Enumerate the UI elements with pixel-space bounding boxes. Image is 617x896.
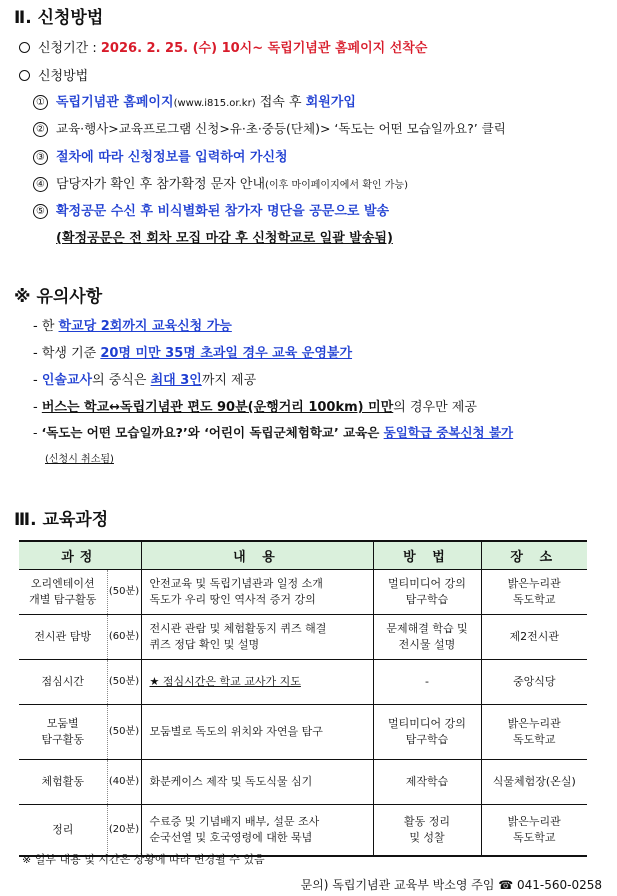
note-1-highlight: 학교당 2회까지 교육신청 가능 — [58, 319, 232, 334]
step-number: ⑤ — [33, 204, 48, 219]
section2-title: Ⅱ. 신청방법 — [14, 8, 104, 28]
course-content-cell: 안전교육 및 독립기념관과 일정 소개 독도가 우리 땅인 역사적 증거 강의 — [141, 569, 373, 614]
course-content-cell: 전시관 관람 및 체험활동지 퀴즈 해결 퀴즈 정답 확인 및 설명 — [141, 614, 373, 659]
note-4-prefix: - — [33, 400, 42, 415]
course-place-cell: 중앙식당 — [481, 659, 587, 704]
note-2-prefix: - 학생 기준 — [33, 346, 101, 361]
step-4 — [33, 173, 408, 192]
course-method-cell: 문제해결 학습 및 전시물 설명 — [373, 614, 481, 659]
step-3 — [33, 146, 288, 165]
note-2 — [33, 342, 352, 361]
header-method: 방 법 — [373, 541, 481, 569]
note-5-text: ‘독도는 어떤 모습일까요?’와 ‘어린이 독립군체험학교’ 교육은 — [41, 425, 384, 440]
step-1-url: (www.i815.or.kr) — [173, 98, 256, 109]
course-content-cell — [141, 659, 373, 704]
table-row — [19, 804, 587, 856]
course-name-cell: 오리엔테이션 개별 탐구활동 — [19, 569, 107, 614]
course-place-cell: 식물체험장(온실) — [481, 759, 587, 804]
step-5-note: (확정공문은 전 회차 모집 마감 후 신청학교로 일괄 발송됨) — [56, 231, 393, 246]
note-4 — [33, 396, 477, 415]
note-5-prefix: - — [33, 425, 42, 440]
method-line — [19, 65, 88, 84]
circle-bullet-icon — [19, 70, 30, 81]
step-number: ④ — [33, 177, 48, 192]
header-place: 장 소 — [481, 541, 587, 569]
course-content-cell: 모둠별로 독도의 위치와 자연을 탐구 — [141, 704, 373, 759]
step-2 — [33, 119, 506, 137]
course-content-cell: 수료증 및 기념배지 배부, 설문 조사 순국선열 및 호국영령에 대한 묵념 — [141, 804, 373, 856]
course-place-cell: 밝은누리관 독도학교 — [481, 804, 587, 856]
table-row — [19, 759, 587, 804]
step-number: ③ — [33, 150, 48, 165]
note-1-prefix: - 한 — [33, 319, 59, 334]
course-name-cell: 전시관 탐방 — [19, 614, 107, 659]
note-3-teacher: 인솔교사 — [41, 373, 93, 388]
course-method-cell: 활동 정리 및 성찰 — [373, 804, 481, 856]
table-row — [19, 659, 587, 704]
step-2-text: 교육·행사>교육프로그램 신청>유·초·중등(단체)> ‘독도는 어떤 모습일까요?’ 클릭 — [56, 121, 506, 136]
step-3-text: 절차에 따라 신청정보를 입력하여 가신청 — [56, 150, 288, 165]
step-5 — [33, 200, 389, 219]
footnote: ※ 일부 내용 및 시간은 상황에 따라 변경될 수 있음 — [22, 853, 265, 866]
course-name-cell: 점심시간 — [19, 659, 107, 704]
note-3-suffix: 까지 제공 — [201, 373, 257, 388]
course-place-cell: 밝은누리관 독도학교 — [481, 704, 587, 759]
course-name-cell: 체험활동 — [19, 759, 107, 804]
course-method-cell: 멀티미디어 강의 탐구학습 — [373, 569, 481, 614]
table-row — [19, 704, 587, 759]
note-4-highlight: 버스는 학교↔독립기념관 편도 90분(운행거리 100km) 미만 — [41, 400, 394, 415]
course-time-cell: (50분) — [107, 704, 141, 759]
circle-bullet-icon — [19, 42, 30, 53]
note-4-suffix: 의 경우만 제공 — [393, 400, 477, 415]
lunch-note: ★ 점심시간은 학교 교사가 지도 — [149, 674, 301, 688]
course-content-cell: 화분케이스 제작 및 독도식물 심기 — [141, 759, 373, 804]
method-label: 신청방법 — [38, 69, 89, 84]
note-2-highlight: 20명 미만 35명 초과일 경우 교육 운영불가 — [100, 346, 353, 361]
table-row — [19, 614, 587, 659]
course-place-cell: 제2전시관 — [481, 614, 587, 659]
course-name-cell: 모둠별 탐구활동 — [19, 704, 107, 759]
header-content: 내 용 — [141, 541, 373, 569]
course-time-cell: (40분) — [107, 759, 141, 804]
course-method-cell: - — [373, 659, 481, 704]
header-course: 과정 — [19, 541, 141, 569]
section3-title: Ⅲ. 교육과정 — [14, 510, 109, 530]
note-1 — [33, 315, 232, 334]
note-3-mid: 의 중식은 — [92, 373, 151, 388]
step-1 — [33, 91, 356, 110]
notes-title: ※ 유의사항 — [14, 287, 103, 307]
table-header-row — [19, 541, 587, 569]
period-label: 신청기간 : — [38, 41, 101, 56]
step-1-mid: 접속 후 — [255, 95, 306, 110]
step-5-text: 확정공문 수신 후 비식별화된 참가자 명단을 공문으로 발송 — [56, 204, 390, 219]
course-method-cell: 제작학습 — [373, 759, 481, 804]
course-method-cell: 멀티미디어 강의 탐구학습 — [373, 704, 481, 759]
course-place-cell: 밝은누리관 독도학교 — [481, 569, 587, 614]
note-5-sub: (신청시 취소됨) — [45, 454, 114, 465]
step-number: ① — [33, 95, 48, 110]
course-time-cell: (50분) — [107, 659, 141, 704]
step-number: ② — [33, 122, 48, 137]
table-row — [19, 569, 587, 614]
step-4-note: (이후 마이페이지에서 확인 가능) — [265, 180, 408, 191]
note-5-highlight: 동일학급 중복신청 불가 — [383, 425, 514, 440]
note-3-prefix: - — [33, 373, 42, 388]
step-1-signup: 회원가입 — [305, 95, 356, 110]
course-table — [19, 540, 587, 857]
note-3 — [33, 369, 256, 388]
period-value: 2026. 2. 25. (수) 10시~ 독립기념관 홈페이지 선착순 — [100, 41, 428, 56]
course-time-cell: (60분) — [107, 614, 141, 659]
course-time-cell: (20분) — [107, 804, 141, 856]
note-3-highlight: 최대 3인 — [150, 373, 202, 388]
step-1-site: 독립기념관 홈페이지 — [56, 95, 174, 110]
course-time-cell: (50분) — [107, 569, 141, 614]
step-4-text: 담당자가 확인 후 참가확정 문자 안내 — [56, 177, 266, 192]
contact: 문의) 독립기념관 교육부 박소영 주임 ☎ 041-560-0258 — [300, 878, 602, 892]
period-line — [19, 37, 427, 56]
note-5 — [33, 423, 513, 441]
course-name-cell: 정리 — [19, 804, 107, 856]
